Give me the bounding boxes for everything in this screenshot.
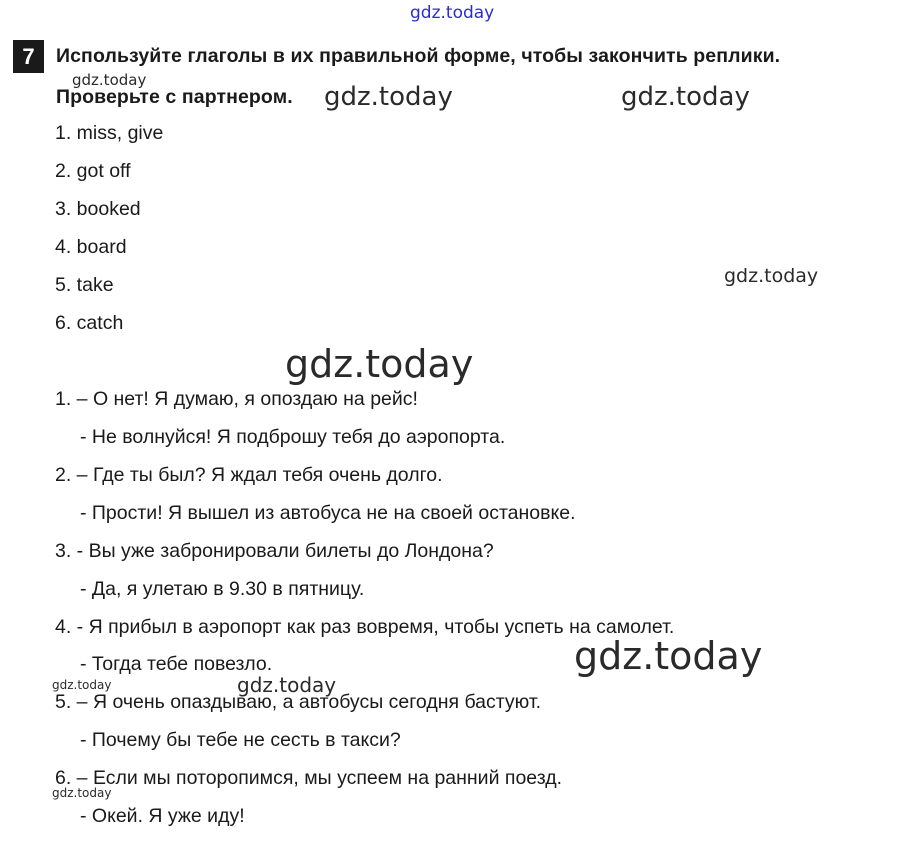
exercise-title-line2: Проверьте с партнером. — [56, 86, 293, 108]
dialogue-line-a: 6. – Если мы поторопимся, мы успеем на ранний поезд. — [55, 767, 563, 789]
exercise-number-badge: 7 — [13, 40, 44, 73]
dialogue-line-b: - Почему бы тебе не сесть в такси? — [80, 729, 401, 751]
answer-item: 5. take — [55, 274, 114, 296]
answer-item: 6. catch — [55, 312, 124, 334]
watermark-text: gdz.today — [285, 342, 474, 386]
answer-item: 1. miss, give — [55, 122, 164, 144]
dialogue-line-b: - Да, я улетаю в 9.30 в пятницу. — [80, 578, 365, 600]
dialogue-line-b: - Окей. Я уже иду! — [80, 805, 245, 827]
watermark-text: gdz.today — [237, 673, 337, 697]
dialogue-line-a: 4. - Я прибыл в аэропорт как раз вовремя, чтобы успеть на самолет. — [55, 616, 675, 638]
watermark-text: gdz.today — [724, 265, 819, 287]
watermark-text: gdz.today — [324, 82, 453, 112]
watermark-text: gdz.today — [52, 786, 112, 800]
answer-item: 2. got off — [55, 160, 131, 182]
watermark-text: gdz.today — [72, 71, 147, 89]
watermark-text: gdz.today — [52, 678, 112, 692]
dialogue-line-b: - Тогда тебе повезло. — [80, 653, 273, 675]
dialogue-line-b: - Не волнуйся! Я подброшу тебя до аэропорта. — [80, 426, 506, 448]
answer-item: 4. board — [55, 236, 127, 258]
answer-item: 3. booked — [55, 198, 141, 220]
watermark-text: gdz.today — [410, 3, 495, 23]
dialogue-line-a: 3. - Вы уже забронировали билеты до Лондона? — [55, 540, 494, 562]
dialogue-line-b: - Прости! Я вышел из автобуса не на своей остановке. — [80, 502, 576, 524]
dialogue-line-a: 2. – Где ты был? Я ждал тебя очень долго. — [55, 464, 443, 486]
dialogue-line-a: 5. – Я очень опаздываю, а автобусы сегодня бастуют. — [55, 691, 542, 713]
dialogue-line-a: 1. – О нет! Я думаю, я опоздаю на рейс! — [55, 388, 418, 410]
exercise-title-line1: Используйте глаголы в их правильной форме, чтобы закончить реплики. — [56, 45, 781, 67]
watermark-text: gdz.today — [574, 634, 763, 678]
watermark-text: gdz.today — [621, 82, 750, 112]
